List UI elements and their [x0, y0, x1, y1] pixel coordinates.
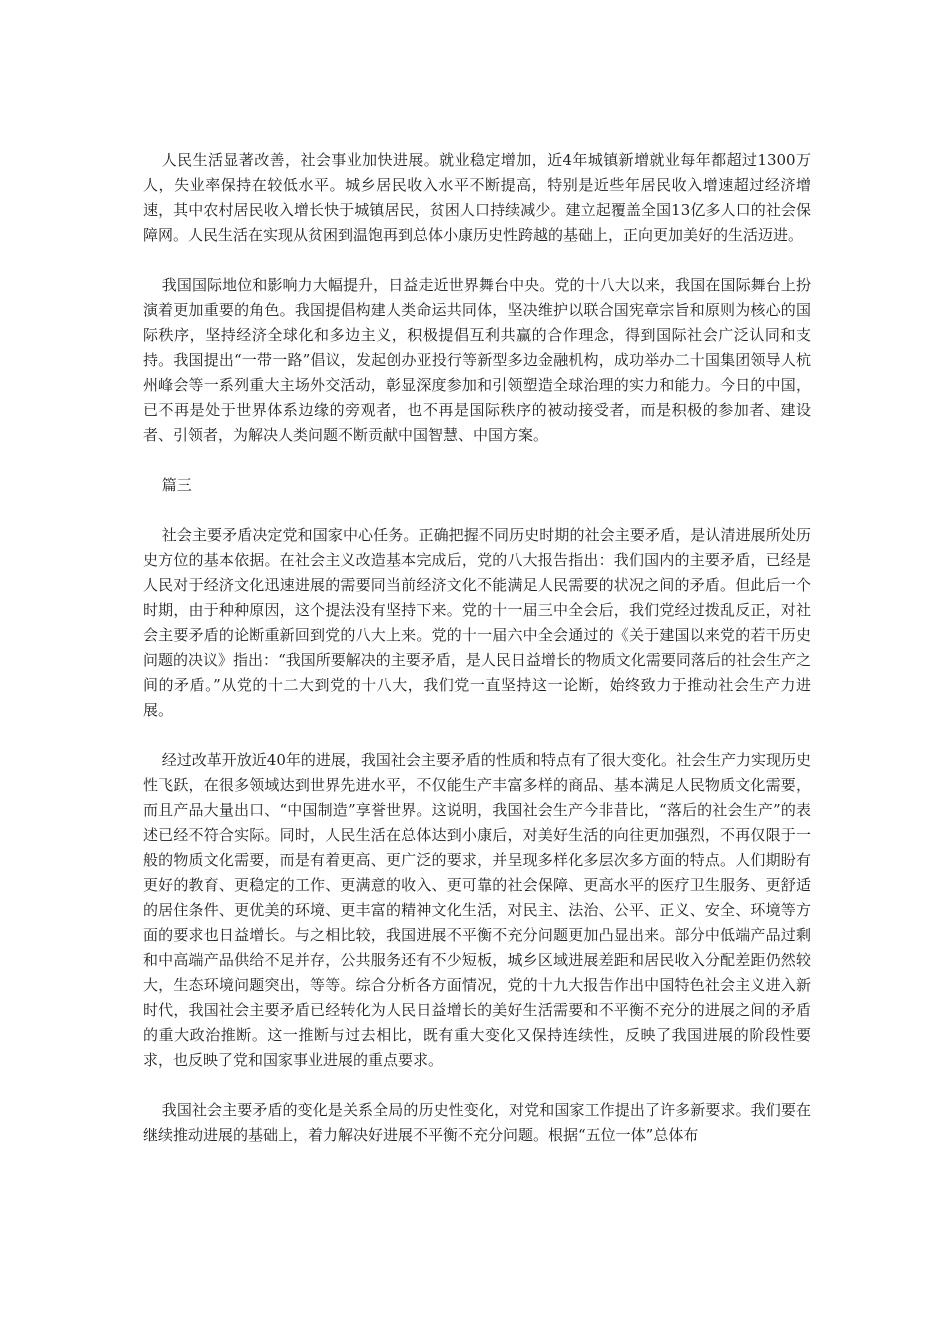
paragraph-reform-progress: 经过改革开放近40年的进展，我国社会主要矛盾的性质和特点有了很大变化。社会生产力实现历史性飞跃，在很多领域达到世界先进水平，不仅能生产丰富多样的商品、基本满足人民物质文化需要，而且产品大量出口、“中国制造”享誉世界。这说明，我国社会生产今非昔比，“落后的社会生产”的表述已经不符合实际。同时，人民生活在总体达到小康后，对美好生活的向往更加强烈，不再仅限于一般的物质文化需要，而是有着更高、更广泛的要求，并呈现多样化多层次多方面的特点。人们期盼有更好的教育、更稳定的工作、更满意的收入、更可靠的社会保障、更高水平的医疗卫生服务、更舒适的居住条件、更优美的环境、更丰富的精神文化生活，对民主、法治、公平、正义、安全、环境等方面的要求也日益增长。与之相比较，我国进展不平衡不充分问题更加凸显出来。部分中低端产品过剩和中高端产品供给不足并存，公共服务还有不少短板，城乡区域进展差距和居民收入分配差距仍然较大，生态环境问题突出，等等。综合分析各方面情况，党的十九大报告作出中国特色社会主义进入新时代，我国社会主要矛盾已经转化为人民日益增长的美好生活需要和不平衡不充分的进展之间的矛盾的重大政治推断。这一推断与过去相比，既有重大变化又保持连续性，反映了我国进展的阶段性要求，也反映了党和国家事业进展的重点要求。 [143, 751, 811, 1069]
paragraph-people-livelihood: 人民生活显著改善，社会事业加快进展。就业稳定增加，近4年城镇新增就业每年都超过1300万人，失业率保持在较低水平。城乡居民收入水平不断提高，特别是近些年居民收入增速超过经济增速，其中农村居民收入增长快于城镇居民，贫困人口持续减少。建立起覆盖全国13亿多人口的社会保障网。人民生活在实现从贫困到温饱再到总体小康历史性跨越的基础上，正向更加美好的生活迈进。 [143, 151, 811, 244]
paragraph-principal-contradiction: 社会主要矛盾决定党和国家中心任务。正确把握不同历史时期的社会主要矛盾，是认清进展所处历史方位的基本依据。在社会主义改造基本完成后，党的八大报告指出：我们国内的主要矛盾，已经是人民对于经济文化迅速进展的需要同当前经济文化不能满足人民需要的状况之间的矛盾。但此后一个时期，由于种种原因，这个提法没有坚持下来。党的十一届三中全会后，我们党经过拨乱反正，对社会主要矛盾的论断重新回到党的八大上来。党的十一届六中全会通过的《关于建国以来党的若干历史问题的决议》指出：“我国所要解决的主要矛盾，是人民日益增长的物质文化需要同落后的社会生产之间的矛盾。”从党的十二大到党的十八大，我们党一直坚持这一论断，始终致力于推动社会生产力进展。 [143, 526, 811, 719]
section-heading: 篇三 [161, 476, 192, 494]
paragraph-international-status: 我国国际地位和影响力大幅提升，日益走近世界舞台中央。党的十八大以来，我国在国际舞台上扮演着更加重要的角色。我国提倡构建人类命运共同体，坚决维护以联合国宪章宗旨和原则为核心的国际秩序，坚持经济全球化和多边主义，积极提倡互利共赢的合作理念，得到国际社会广泛认同和支持。我国提出“一带一路”倡议，发起创办亚投行等新型多边金融机构，成功举办二十国集团领导人杭州峰会等一系列重大主场外交活动，彰显深度参加和引领塑造全球治理的实力和能力。今日的中国，已不再是处于世界体系边缘的旁观者，也不再是国际秩序的被动接受者，而是积极的参加者、建设者、引领者，为解决人类问题不断贡献中国智慧、中国方案。 [143, 276, 811, 444]
document-body [143, 148, 811, 1173]
paragraph-new-requirements: 我国社会主要矛盾的变化是关系全局的历史性变化，对党和国家工作提出了许多新要求。我们要在继续推动进展的基础上，着力解决好进展不平衡不充分问题。根据“五位一体”总体布 [143, 1101, 811, 1144]
